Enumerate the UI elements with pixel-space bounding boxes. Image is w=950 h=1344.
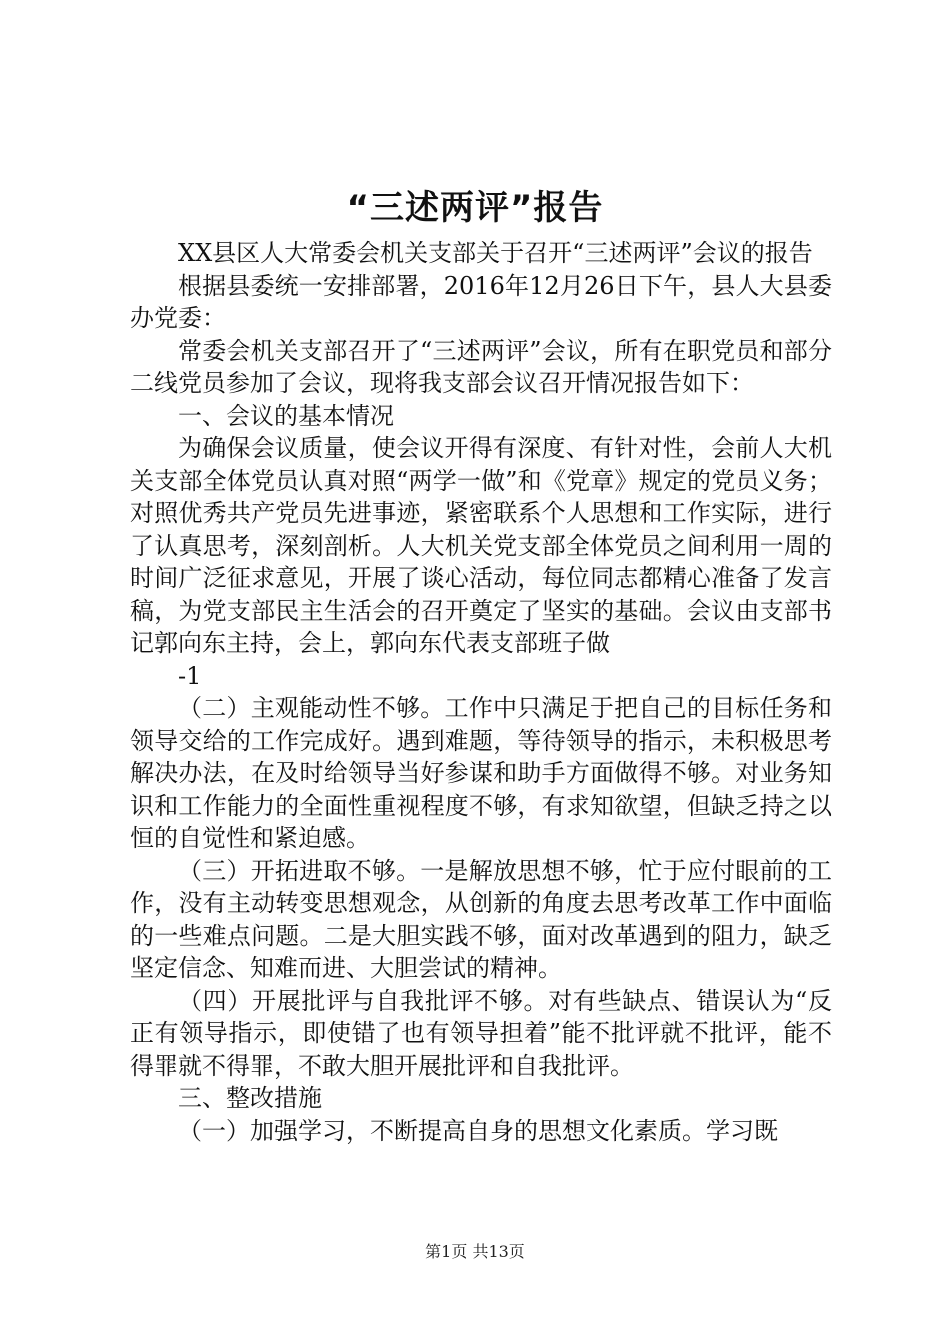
paragraph-issue-two: （二）主观能动性不够。工作中只满足于把自己的目标任务和领导交给的工作完成好。遇到难题，等待领导的指示，未积极思考解决办法，在及时给领导当好参谋和助手方面做得不够。对业务知识和工作能力的全面性重视程度不够，有求知欲望，但缺乏持之以恒的自觉性和紧迫感。 [130,694,832,852]
section-heading-basic-situation: 一、会议的基本情况 [178,401,394,430]
paragraph-measure-one: （一）加强学习，不断提高自身的思想文化素质。学习既 [178,1116,778,1145]
section-heading-rectification: 三、整改措施 [178,1084,322,1112]
page-marker: -1 [178,661,202,690]
page-footer: 第1页 共13页 [425,1242,525,1261]
paragraph-background: 根据县委统一安排部署，2016年12月26日下午，县人大县委办党委： [130,271,832,332]
paragraph-issue-three: （三）开拓进取不够。一是解放思想不够，忙于应付眼前的工作，没有主动转变思想观念，从创新的角度去思考改革工作中面临的一些难点问题。二是大胆实践不够，面对改革遇到的阻力，缺乏坚定信念、知难而进、大胆尝试的精神。 [130,856,832,982]
paragraph-report-heading: XX县区人大常委会机关支部关于召开“三述两评”会议的报告 [178,239,813,267]
paragraph-meeting-intro: 常委会机关支部召开了“三述两评”会议，所有在职党员和部分二线党员参加了会议，现将我支部会议召开情况报告如下： [130,336,832,397]
paragraph-issue-four: （四）开展批评与自我批评不够。对有些缺点、错误认为“反正有领导指示，即使错了也有领导担着”能不批评就不批评，能不得罪就不得罪，不敢大胆开展批评和自我批评。 [130,986,832,1080]
document-body [130,237,832,1147]
paragraph-basic-situation: 为确保会议质量，使会议开得有深度、有针对性，会前人大机关支部全体党员认真对照“两学一做”和《党章》规定的党员义务；对照优秀共产党员先进事迹，紧密联系个人思想和工作实际，进行了认真思考，深刻剖析。人大机关党支部全体党员之间利用一周的时间广泛征求意见，开展了谈心活动，每位同志都精心准备了发言稿，为党支部民主生活会的召开奠定了坚实的基础。会议由支部书记郭向东主持，会上，郭向东代表支部班子做 [130,434,832,657]
document-title: “三述两评”报告 [346,188,604,228]
